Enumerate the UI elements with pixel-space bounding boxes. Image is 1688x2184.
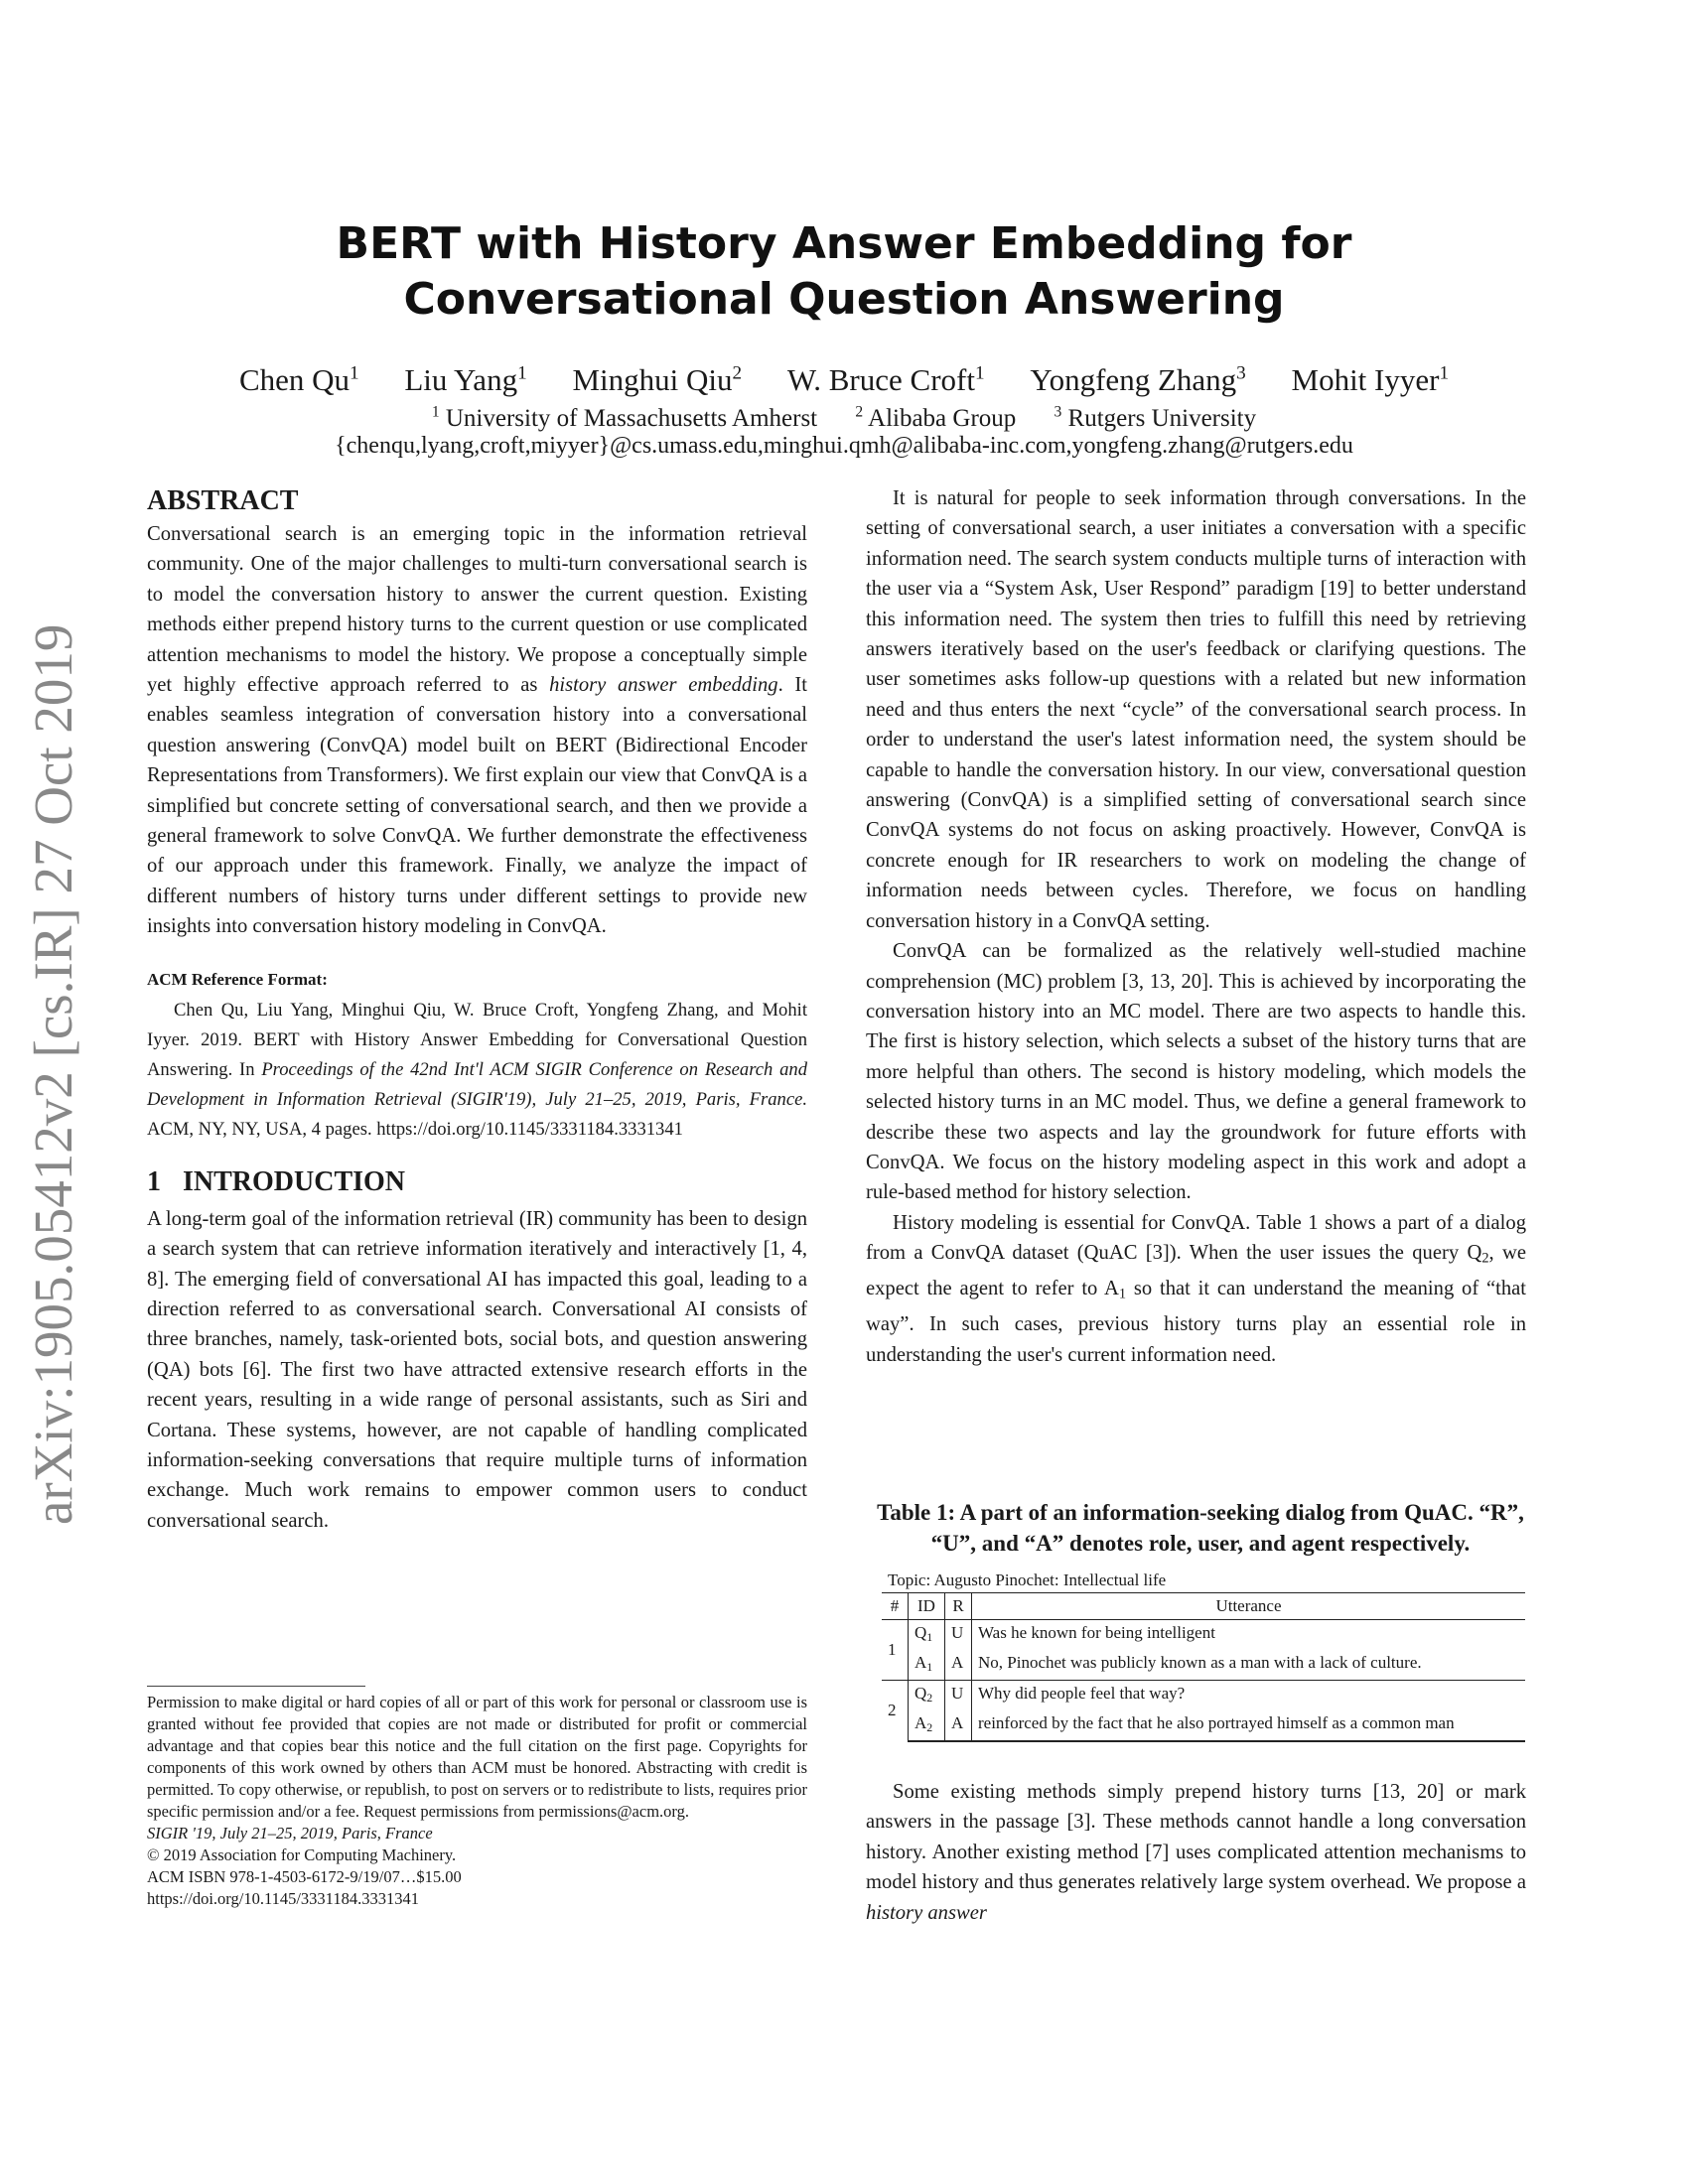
- col-header-utterance: Utterance: [972, 1593, 1526, 1620]
- right-column: [866, 483, 1526, 1370]
- intro-paragraph: A long-term goal of the information retrieval (IR) community has been to design a search system that can retrieve information iteratively and interactively [1, 4, 8]. The emerging field of conversational AI has impacted this goal, leading to a direction referred to as conversational search. Conversational AI consists of three branches, namely, task-oriented bots, social bots, and question answering (QA) bots [6]. The first two have attracted extensive research efforts in the recent years, resulting in a wide range of personal assistants, such as Siri and Cortana. These systems, however, are not capable of handling complicated information-seeking conversations that require multiple turns of information exchange. Much work remains to empower common users to conduct conversational search.: [147, 1207, 807, 1532]
- abstract-text: Conversational search is an emerging topic in the information retrieval community. One of the major challenges to multi-turn conversational search is to model the conversation history to answer the current question. Existing methods either prepend history turns to the current question or use complicated attention mechanisms to model the history. We propose a conceptually simple yet highly effective approach referred to as history answer embedding. It enables seamless integration of conversation history into a conversational question answering (ConvQA) model built on BERT (Bidirectional Encoder Representations from Transformers). We first explain our view that ConvQA is a simplified but concrete setting of conversational search, and then we provide a general framework to solve ConvQA. We further demonstrate the effectiveness of our approach under this framework. Finally, we analyze the impact of different numbers of history turns under different settings to provide new insights into conversation history modeling in ConvQA.: [147, 523, 807, 938]
- author: Chen Qu$^1$: [238, 362, 359, 398]
- permission-notice: Permission to make digital or hard copies of all or part of this work for personal or classroom use is granted without fee provided that copies are not made or distributed for profit or commercial advantage and that copies bear this notice and the full citation on the first page. Copyrights for components of this work owned by others than ACM must be honored. Abstracting with credit is permitted. To copy otherwise, or republish, to post on servers or to redistribute to lists, requires prior specific permission and/or a fee. Request permissions from permissions@acm.org.: [147, 1693, 807, 1821]
- author: Mohit Iyyer$^1$: [1291, 362, 1450, 398]
- table-topic: Topic: Augusto Pinochet: Intellectual life: [888, 1570, 1167, 1589]
- isbn: ACM ISBN 978-1-4503-6172-9/19/07…$15.00: [147, 1867, 462, 1886]
- affiliation: $^1$ University of Massachusetts Amherst: [431, 404, 818, 433]
- table-caption: Table 1: A part of an information-seeking dialog from QuAC. “R”, “U”, and “A” denotes role, user, and agent respectively.: [877, 1500, 1524, 1556]
- abstract-heading: ABSTRACT: [147, 485, 299, 516]
- col-header-id: ID: [909, 1593, 945, 1620]
- col-header-num: #: [882, 1593, 909, 1620]
- footnote-rule: [147, 1686, 365, 1687]
- table-row: $A_1$ A No, Pinochet was publicly known as a man with a lack of culture.: [882, 1650, 1525, 1680]
- copyright: © 2019 Association for Computing Machinery.: [147, 1845, 457, 1864]
- venue: SIGIR '19, July 21–25, 2019, Paris, France: [147, 1824, 433, 1843]
- author-list: [149, 354, 1539, 400]
- table-row: 2 $Q_2$ U Why did people feel that way?: [882, 1680, 1525, 1709]
- acm-reference-heading: ACM Reference Format:: [147, 969, 328, 989]
- copyright-footnote: [147, 1692, 807, 1910]
- dialog-table: [882, 1569, 1525, 1742]
- table-row: 1 $Q_1$ U Was he known for being intelligent: [882, 1620, 1525, 1650]
- author: Yongfeng Zhang$^3$: [1030, 362, 1246, 398]
- intro-paragraph: It is natural for people to seek information through conversations. In the setting of conversational search, a user initiates a conversation with a specific information need. The search system conducts multiple turns of interaction with the user via a “System Ask, User Respond” paradigm [19] to better understand this information need. The system then tries to fulfill this need by retrieving answers iteratively based on the user's feedback or clarifying questions. The user sometimes asks follow-up questions with a related but new information need and thus enters the next “cycle” of the conversational search process. In order to understand the user's latest information need, the system should be capable to handle the conversation history. In our view, conversational question answering (ConvQA) is a simplified setting of conversational search since ConvQA systems do not focus on asking proactively. However, ConvQA is concrete enough for IR researchers to work on modeling the change of information needs between cycles. Therefore, we focus on handling conversation history in a ConvQA setting.: [866, 487, 1526, 932]
- intro-paragraph: ConvQA can be formalized as the relatively well-studied machine comprehension (MC) problem [3, 13, 20]. This is achieved by incorporating the conversation history into an MC model. There are two aspects to handle this. The first is history selection, which selects a subset of the history turns that are more helpful than others. The second is history modeling, which models the selected history turns in an MC model. Thus, we define a general framework to describe these two aspects and lay the groundwork for future efforts with ConvQA. We focus on the history modeling aspect in this work and adopt a rule-based method for history selection.: [866, 940, 1526, 1204]
- paper-title: BERT with History Answer Embedding for Conversational Question Answering: [336, 218, 1352, 325]
- intro-paragraph: History modeling is essential for ConvQA. Table 1 shows a part of a dialog from a ConvQA dataset (QuAC [3]). When the user issues the query $Q_2$, we expect the agent to refer to $A_1$ so that it can understand the meaning of “that way”. In such cases, previous history turns play an essential role in understanding the user's current information need.: [866, 1211, 1527, 1366]
- intro-paragraph: Some existing methods simply prepend history turns [13, 20] or mark answers in the passage [3]. These methods cannot handle a long conversation history. Another existing method [7] uses complicated attention mechanisms to model history and thus generates relatively large system overhead. We propose a history answer: [866, 1781, 1526, 1924]
- arxiv-stamp: arXiv:1905.05412v2 [cs.IR] 27 Oct 2019: [23, 623, 83, 1525]
- author: Liu Yang$^1$: [404, 362, 527, 398]
- col-header-role: R: [945, 1593, 972, 1620]
- author: Minghui Qiu$^2$: [572, 362, 743, 398]
- introduction-heading: 1 INTRODUCTION: [147, 1165, 406, 1197]
- author-emails: {chenqu,lyang,croft,miyyer}@cs.umass.edu,minghui.qmh@alibaba-inc.com,yongfeng.zhang@rutgers.edu: [335, 433, 1353, 459]
- table-row: $A_2$ A reinforced by the fact that he also portrayed himself as a common man: [882, 1710, 1525, 1741]
- affiliation: $^3$ Rutgers University: [1054, 404, 1257, 433]
- doi: https://doi.org/10.1145/3331184.3331341: [147, 1889, 419, 1908]
- affiliation: $^2$ Alibaba Group: [855, 404, 1017, 433]
- acm-reference-text: Chen Qu, Liu Yang, Minghui Qiu, W. Bruce Croft, Yongfeng Zhang, and Mohit Iyyer. 2019. BERT with History Answer Embedding for Conversational Question Answering. In Proceedings of the 42nd Int'l ACM SIGIR Conference on Research and Development in Information Retrieval (SIGIR'19), July 21–25, 2019, Paris, France. ACM, NY, NY, USA, 4 pages. https://doi.org/10.1145/3331184.3331341: [147, 999, 807, 1140]
- left-column: [147, 483, 807, 1536]
- author: W. Bruce Croft$^1$: [786, 362, 985, 398]
- right-column-lower: [866, 1777, 1526, 1928]
